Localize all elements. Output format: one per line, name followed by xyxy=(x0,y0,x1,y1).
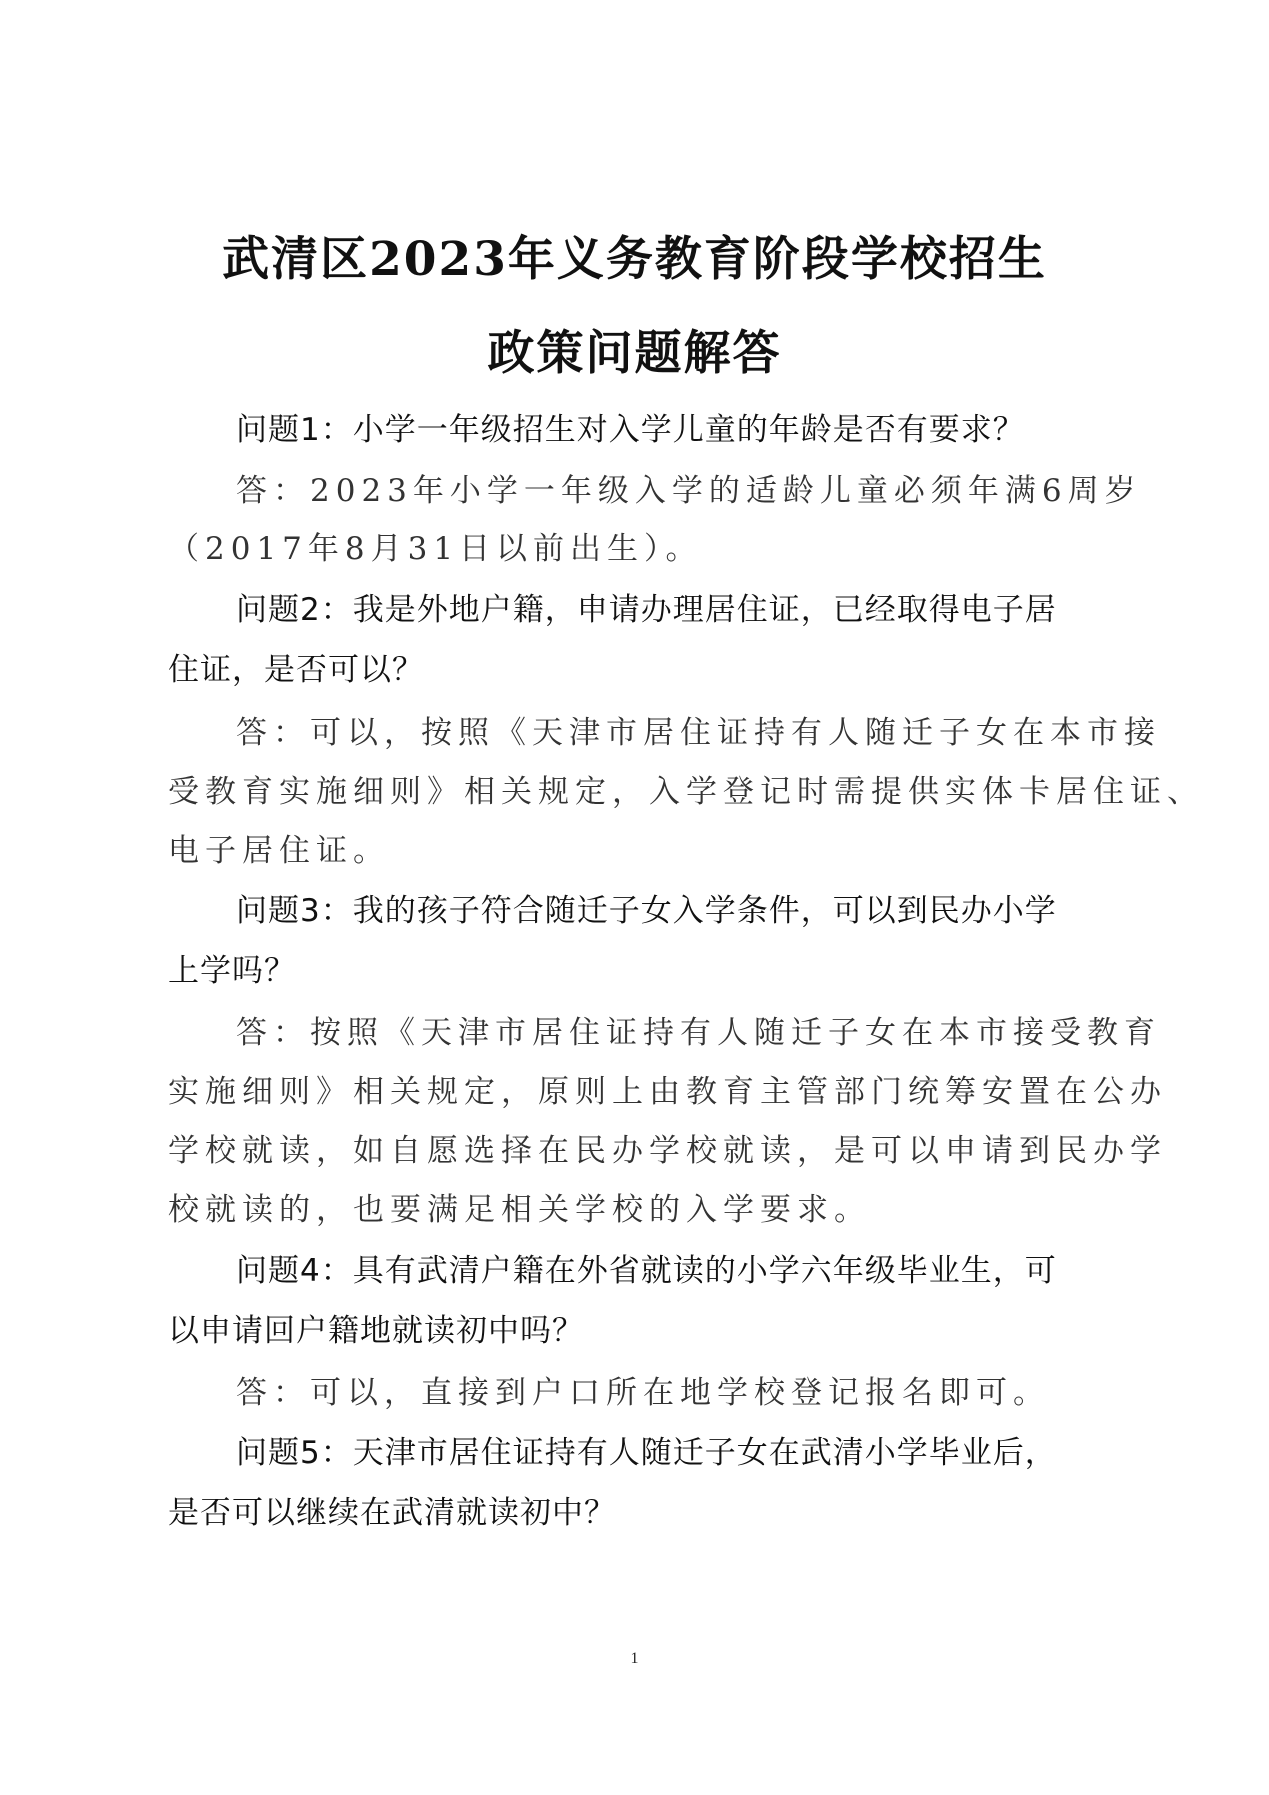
answer-3-line-3: 学校就读，如自愿选择在民办学校就读，是可以申请到民办学 xyxy=(168,1133,1167,1169)
answer-2-line-3: 电子居住证。 xyxy=(168,833,390,869)
document-title-line2: 政策问题解答 xyxy=(487,326,782,381)
document-title-line1: 武清区2023年义务教育阶段学校招生 xyxy=(222,232,1047,287)
answer-1-line-2: （2017年8月31日以前出生）。 xyxy=(168,531,703,567)
answer-3-line-1: 答：按照《天津市居住证持有人随迁子女在本市接受教育 xyxy=(236,1015,1161,1051)
question-2-line-1: 问题2：我是外地户籍，申请办理居住证，已经取得电子居 xyxy=(236,592,1057,628)
answer-1-line-1: 答：2023年小学一年级入学的适龄儿童必须年满6周岁 xyxy=(236,473,1142,509)
question-3-line-1: 问题3：我的孩子符合随迁子女入学条件，可以到民办小学 xyxy=(236,893,1057,929)
answer-2-line-2: 受教育实施细则》相关规定，入学登记时需提供实体卡居住证、 xyxy=(168,774,1204,810)
answer-3-line-2: 实施细则》相关规定，原则上由教育主管部门统筹安置在公办 xyxy=(168,1074,1167,1110)
question-2-line-2: 住证，是否可以？ xyxy=(168,652,424,688)
question-5-line-2: 是否可以继续在武清就读初中？ xyxy=(168,1495,616,1531)
question-1-line-1: 问题1：小学一年级招生对入学儿童的年龄是否有要求？ xyxy=(236,412,1025,448)
answer-2-line-1: 答：可以，按照《天津市居住证持有人随迁子女在本市接 xyxy=(236,715,1161,751)
question-5-line-1: 问题5：天津市居住证持有人随迁子女在武清小学毕业后， xyxy=(236,1435,1057,1471)
answer-3-line-4: 校就读的，也要满足相关学校的入学要求。 xyxy=(168,1192,871,1228)
question-4-line-1: 问题4：具有武清户籍在外省就读的小学六年级毕业生，可 xyxy=(236,1253,1057,1289)
question-3-line-2: 上学吗？ xyxy=(168,953,296,989)
page-number: 1 xyxy=(630,1650,639,1667)
answer-4-line-1: 答：可以，直接到户口所在地学校登记报名即可。 xyxy=(236,1375,1050,1411)
question-4-line-2: 以申请回户籍地就读初中吗？ xyxy=(168,1313,584,1349)
